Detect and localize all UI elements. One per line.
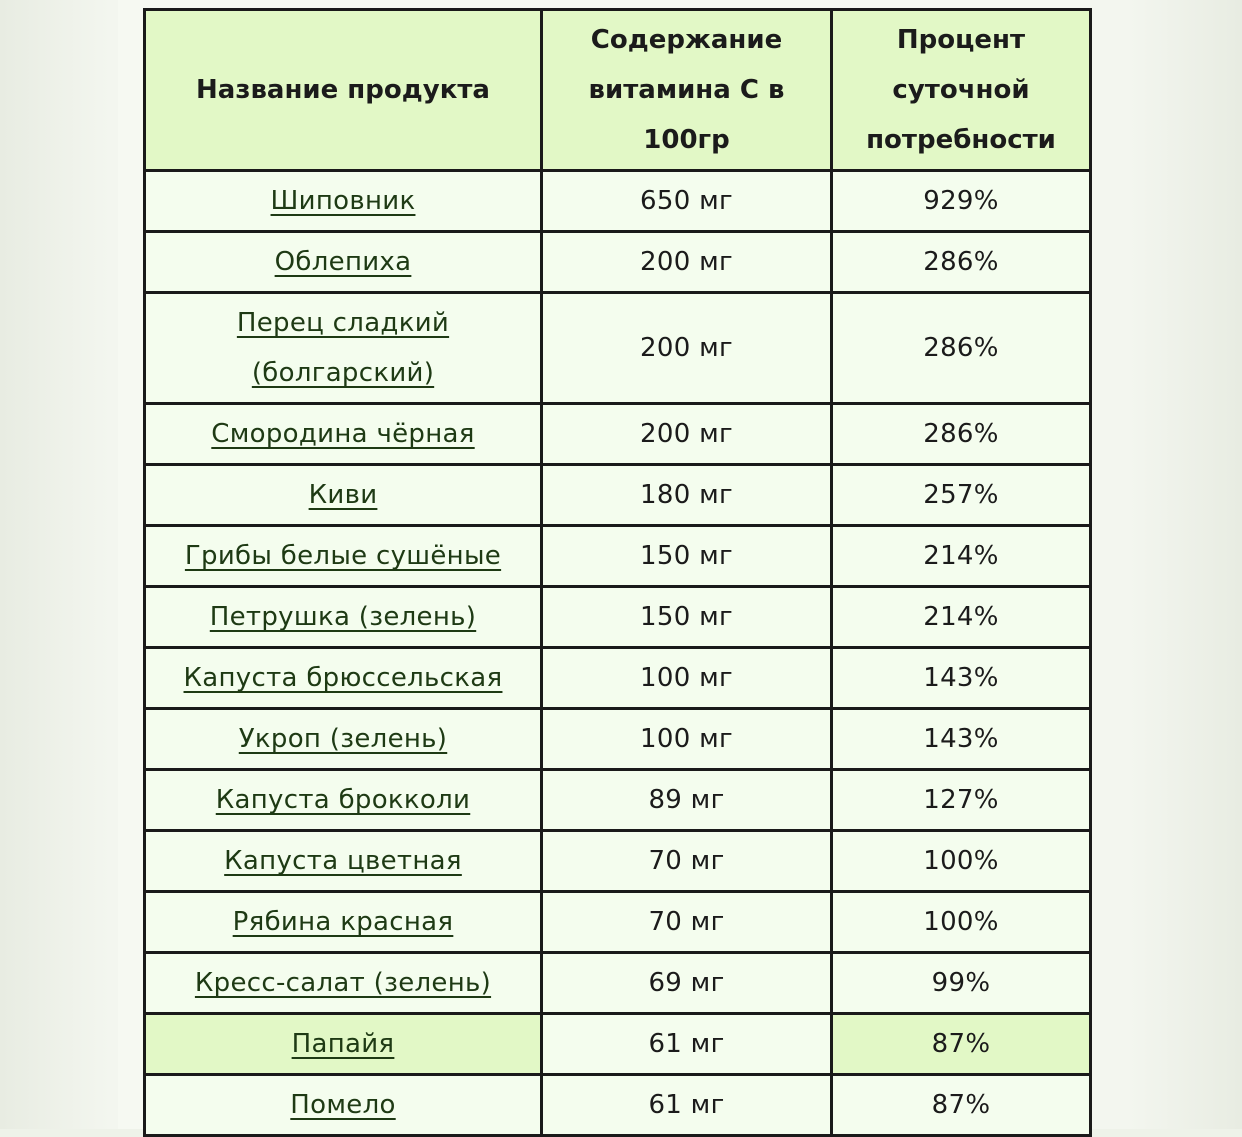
header-daily-percent: Процент суточной потребности <box>832 10 1091 171</box>
percent-cell: 143% <box>832 709 1091 770</box>
header-product-name: Название продукта <box>145 10 542 171</box>
table-row <box>145 526 1091 587</box>
product-link[interactable]: Кресс-салат (зелень) <box>194 968 492 998</box>
percent-cell: 87% <box>832 1075 1091 1136</box>
content-cell: 89 мг <box>542 770 832 831</box>
product-link[interactable]: Папайя <box>291 1029 395 1059</box>
table-row <box>145 232 1091 293</box>
percent-cell: 286% <box>832 232 1091 293</box>
product-link[interactable]: Шиповник <box>270 186 416 216</box>
content-cell: 100 мг <box>542 709 832 770</box>
content-cell: 150 мг <box>542 526 832 587</box>
content-cell: 69 мг <box>542 953 832 1014</box>
table-row <box>145 587 1091 648</box>
product-cell <box>145 1014 542 1075</box>
table-row <box>145 404 1091 465</box>
percent-cell: 99% <box>832 953 1091 1014</box>
percent-cell: 127% <box>832 770 1091 831</box>
product-cell <box>145 526 542 587</box>
content-cell: 200 мг <box>542 404 832 465</box>
product-cell <box>145 171 542 232</box>
content-cell: 200 мг <box>542 293 832 404</box>
product-link[interactable]: Помело <box>290 1090 396 1120</box>
percent-cell: 214% <box>832 587 1091 648</box>
percent-cell: 286% <box>832 293 1091 404</box>
content-cell: 70 мг <box>542 892 832 953</box>
table-row <box>145 648 1091 709</box>
content-cell: 70 мг <box>542 831 832 892</box>
table-row <box>145 831 1091 892</box>
product-link[interactable]: Рябина красная <box>232 907 454 937</box>
vitamin-c-table <box>143 8 1092 1137</box>
percent-cell: 929% <box>832 171 1091 232</box>
product-link[interactable]: Киви <box>308 480 378 510</box>
table-row <box>145 465 1091 526</box>
content-cell: 180 мг <box>542 465 832 526</box>
content-cell: 200 мг <box>542 232 832 293</box>
product-cell <box>145 953 542 1014</box>
table-row <box>145 1075 1091 1136</box>
content-cell: 61 мг <box>542 1014 832 1075</box>
percent-cell: 257% <box>832 465 1091 526</box>
product-cell <box>145 831 542 892</box>
product-cell <box>145 587 542 648</box>
percent-cell: 87% <box>832 1014 1091 1075</box>
table-row <box>145 709 1091 770</box>
table-row <box>145 293 1091 404</box>
content-cell: 150 мг <box>542 587 832 648</box>
table-row <box>145 171 1091 232</box>
product-cell <box>145 892 542 953</box>
table-row <box>145 1014 1091 1075</box>
content-cell: 61 мг <box>542 1075 832 1136</box>
product-link[interactable]: Укроп (зелень) <box>238 724 448 754</box>
product-link[interactable]: Перец сладкий (болгарский) <box>236 308 450 388</box>
product-cell <box>145 1075 542 1136</box>
table-header-row <box>145 10 1091 171</box>
table-row <box>145 953 1091 1014</box>
content-cell: 650 мг <box>542 171 832 232</box>
percent-cell: 100% <box>832 831 1091 892</box>
header-vitamin-content: Содержание витамина С в 100гр <box>542 10 832 171</box>
content-cell: 100 мг <box>542 648 832 709</box>
table-row <box>145 892 1091 953</box>
percent-cell: 143% <box>832 648 1091 709</box>
table-row <box>145 770 1091 831</box>
product-link[interactable]: Грибы белые сушёные <box>184 541 502 571</box>
percent-cell: 214% <box>832 526 1091 587</box>
product-link[interactable]: Капуста брокколи <box>215 785 471 815</box>
product-link[interactable]: Петрушка (зелень) <box>209 602 477 632</box>
product-cell <box>145 404 542 465</box>
product-cell <box>145 293 542 404</box>
percent-cell: 100% <box>832 892 1091 953</box>
product-cell <box>145 648 542 709</box>
product-link[interactable]: Капуста брюссельская <box>183 663 503 693</box>
product-cell <box>145 232 542 293</box>
product-cell <box>145 709 542 770</box>
product-link[interactable]: Смородина чёрная <box>211 419 475 449</box>
product-cell <box>145 770 542 831</box>
product-link[interactable]: Капуста цветная <box>224 846 462 876</box>
percent-cell: 286% <box>832 404 1091 465</box>
product-link[interactable]: Облепиха <box>274 247 412 277</box>
product-cell <box>145 465 542 526</box>
